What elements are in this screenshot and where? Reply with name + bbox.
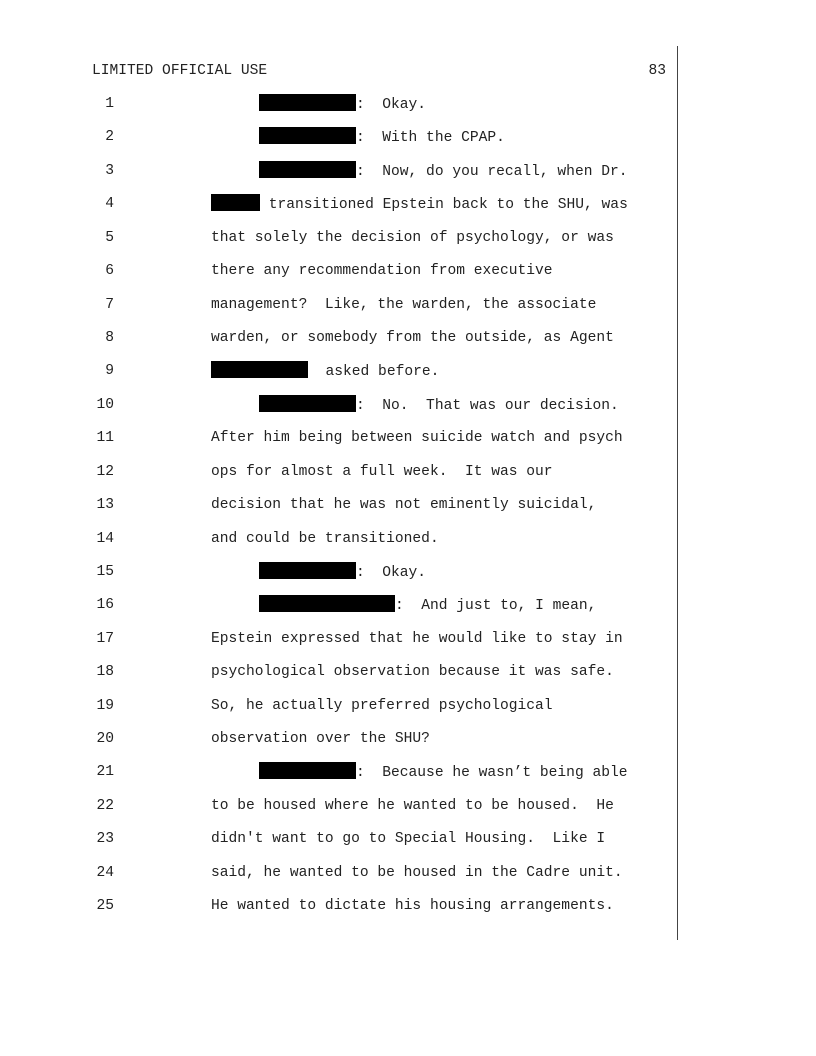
line-content: management? Like, the warden, the associate — [211, 296, 597, 313]
line-text — [259, 127, 505, 148]
transcript-line — [0, 562, 816, 582]
line-text — [211, 629, 623, 649]
transcript-line — [0, 395, 816, 415]
line-number: 15 — [96, 563, 114, 580]
transcript-line — [0, 161, 816, 181]
page-header — [92, 61, 666, 81]
transcript-line — [0, 762, 816, 782]
line-number: 13 — [96, 497, 114, 513]
transcript-line — [0, 94, 816, 114]
line-content: : Okay. — [356, 564, 427, 581]
line-text — [211, 729, 430, 749]
line-content: : Okay. — [356, 97, 427, 113]
line-content: He wanted to dictate his housing arrangements. — [211, 898, 614, 915]
line-text — [211, 261, 553, 281]
line-content: didn't want to go to Special Housing. Like I — [211, 831, 606, 848]
line-number: 11 — [96, 430, 114, 447]
line-number: 21 — [96, 764, 114, 781]
line-text — [259, 595, 596, 616]
line-text — [211, 529, 439, 549]
transcript-line — [0, 829, 816, 849]
line-content: : With the CPAP. — [356, 130, 505, 147]
redaction-block — [211, 194, 260, 211]
line-content: : Because he wasn’t being able — [356, 765, 628, 782]
redaction-block — [211, 361, 308, 378]
redaction-block — [259, 562, 356, 579]
redaction-block — [259, 161, 356, 178]
line-content: transitioned Epstein back to the SHU, was — [260, 197, 628, 214]
line-text — [211, 696, 553, 716]
line-text — [211, 361, 439, 382]
transcript-line — [0, 462, 816, 482]
line-number: 22 — [96, 797, 114, 814]
line-content: warden, or somebody from the outside, as Agent — [211, 329, 614, 346]
transcript-line — [0, 261, 816, 281]
line-text — [211, 328, 614, 348]
transcript-line — [0, 328, 816, 348]
transcript-line — [0, 696, 816, 716]
line-content: ops for almost a full week. It was our — [211, 463, 553, 480]
redaction-block — [259, 762, 356, 779]
line-text — [211, 863, 623, 883]
line-content: : Now, do you recall, when Dr. — [356, 163, 628, 180]
line-text — [211, 462, 553, 482]
line-number: 9 — [105, 363, 114, 380]
line-text — [211, 495, 596, 515]
line-text — [259, 94, 426, 115]
line-text — [211, 194, 628, 215]
line-number: 18 — [96, 664, 114, 681]
transcript-line — [0, 863, 816, 883]
line-content: : And just to, I mean, — [395, 598, 597, 615]
line-number: 23 — [96, 831, 114, 848]
line-number: 12 — [96, 463, 114, 480]
line-content: that solely the decision of psychology, or was — [211, 229, 614, 246]
line-content: psychological observation because it was safe. — [211, 664, 614, 681]
transcript-line — [0, 595, 816, 615]
line-content: observation over the SHU? — [211, 731, 430, 747]
transcript-line — [0, 729, 816, 749]
page-number: 83 — [648, 63, 666, 79]
line-text — [211, 295, 596, 315]
line-number: 3 — [105, 162, 114, 179]
line-number: 6 — [105, 263, 114, 280]
transcript-line — [0, 295, 816, 315]
classification-label: LIMITED OFFICIAL USE — [92, 63, 268, 79]
line-content: So, he actually preferred psychological — [211, 697, 553, 714]
line-content: and could be transitioned. — [211, 530, 439, 547]
line-text — [211, 428, 623, 448]
line-number: 14 — [96, 530, 114, 547]
line-number: 1 — [105, 96, 114, 112]
line-text — [259, 762, 628, 783]
line-content: there any recommendation from executive — [211, 263, 553, 280]
transcript-line — [0, 428, 816, 448]
line-number: 5 — [105, 229, 114, 246]
transcript-line — [0, 194, 816, 214]
line-number: 7 — [105, 296, 114, 313]
line-text — [211, 829, 605, 849]
line-number: 25 — [96, 898, 114, 915]
redaction-block — [259, 395, 356, 412]
line-content: asked before. — [308, 364, 440, 381]
line-content: said, he wanted to be housed in the Cadre unit. — [211, 864, 623, 881]
line-content: decision that he was not eminently suicidal, — [211, 497, 597, 513]
redaction-block — [259, 595, 395, 612]
line-number: 4 — [105, 196, 114, 213]
line-text — [259, 161, 628, 182]
line-text — [259, 562, 426, 583]
transcript-line — [0, 228, 816, 248]
line-content: After him being between suicide watch and psych — [211, 430, 623, 447]
transcript-line — [0, 529, 816, 549]
transcript-line — [0, 896, 816, 916]
line-text — [211, 896, 614, 916]
line-text — [211, 796, 614, 816]
line-content: : No. That was our decision. — [356, 397, 619, 414]
line-number: 24 — [96, 864, 114, 881]
line-number: 2 — [105, 129, 114, 146]
transcript-line — [0, 361, 816, 381]
transcript-line — [0, 629, 816, 649]
line-number: 20 — [96, 731, 114, 747]
transcript-line — [0, 662, 816, 682]
line-text — [211, 228, 614, 248]
line-number: 16 — [96, 597, 114, 614]
redaction-block — [259, 94, 356, 111]
line-number: 10 — [96, 396, 114, 413]
transcript-line — [0, 495, 816, 515]
redaction-block — [259, 127, 356, 144]
line-content: to be housed where he wanted to be housed. He — [211, 797, 614, 814]
line-number: 19 — [96, 697, 114, 714]
line-number: 17 — [96, 630, 114, 647]
line-number: 8 — [105, 329, 114, 346]
line-content: Epstein expressed that he would like to stay in — [211, 630, 623, 647]
transcript-line — [0, 796, 816, 816]
line-text — [211, 662, 614, 682]
line-text — [259, 395, 619, 416]
transcript-line — [0, 127, 816, 147]
